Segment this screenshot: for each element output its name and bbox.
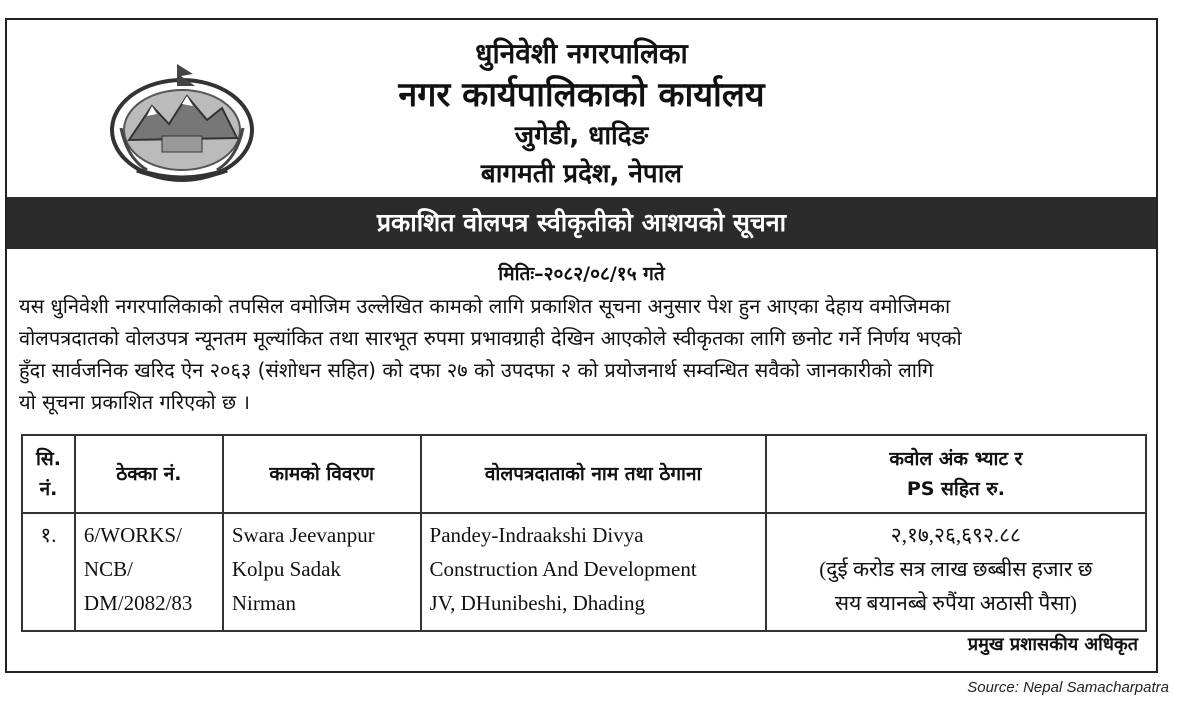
amount-words: (दुई करोड सत्र लाख छब्बीस हजार छ: [819, 557, 1093, 581]
header-amount: कवोल अंक भ्याट र PS सहित रु.: [766, 435, 1146, 513]
cell-contract-no: 6/WORKS/ NCB/ DM/2082/83: [75, 513, 223, 631]
notice-body: [19, 290, 1149, 418]
body-line: वोलपत्रदातको वोलउपत्र न्यूनतम मूल्यांकित तथा सारभूत रुपमा प्रभावग्राही देखिन आएकोले स्वीकृतका लागि छनोट गर्ने निर्णय भएको: [19, 326, 962, 350]
officer-signature: प्रमुख प्रशासकीय अधिकृत: [967, 634, 1138, 655]
body-line: हुँदा सार्वजनिक खरिद ऐन २०६३ (संशोधन सहित) को दफा २७ को उपदफा २ को प्रयोजनार्थ सम्वन्धित सवैको जानकारीको लागि: [19, 358, 934, 382]
cell-serial: १.: [22, 513, 75, 631]
table-row: [22, 513, 1146, 631]
header-serial: सि. नं.: [22, 435, 75, 513]
amount-figure: २,१७,२६,६९२.८८: [890, 523, 1021, 547]
notice-date: मितिः–२०८२/०८/१५ गते: [498, 263, 665, 285]
notice: [5, 18, 1158, 673]
body-line: यो सूचना प्रकाशित गरिएको छ ।: [19, 390, 250, 414]
header-contract-no: ठेक्का नं.: [75, 435, 223, 513]
source-credit: Source: Nepal Samacharpatra: [967, 679, 1169, 696]
header-work-description: कामको विवरण: [223, 435, 421, 513]
cell-bidder: Pandey-Indraakshi Divya Construction And Development JV, DHunibeshi, Dhading: [421, 513, 766, 631]
table-header-row: [22, 435, 1146, 513]
province-country: बागमती प्रदेश, नेपाल: [480, 159, 683, 189]
office-location: जुगेडी, धादिङ: [514, 121, 649, 151]
municipality-name: धुनिवेशी नगरपालिका: [475, 37, 688, 70]
body-line: यस धुनिवेशी नगरपालिकाको तपसिल वमोजिम उल्लेखित कामको लागि प्रकाशित सूचना अनुसार पेश हुन आएका देहाय वमोजिमका: [19, 294, 951, 318]
amount-words: सय बयानब्बे रुपैंया अठासी पैसा): [834, 591, 1077, 615]
cell-work-description: Swara Jeevanpur Kolpu Sadak Nirman: [223, 513, 421, 631]
notice-title: प्रकाशित वोलपत्र स्वीकृतीको आशयको सूचना: [7, 197, 1156, 249]
header-bidder: वोलपत्रदाताको नाम तथा ठेगाना: [421, 435, 766, 513]
bid-table: [21, 434, 1147, 632]
cell-amount: [766, 513, 1146, 631]
office-name: नगर कार्यपालिकाको कार्यालय: [398, 75, 765, 115]
